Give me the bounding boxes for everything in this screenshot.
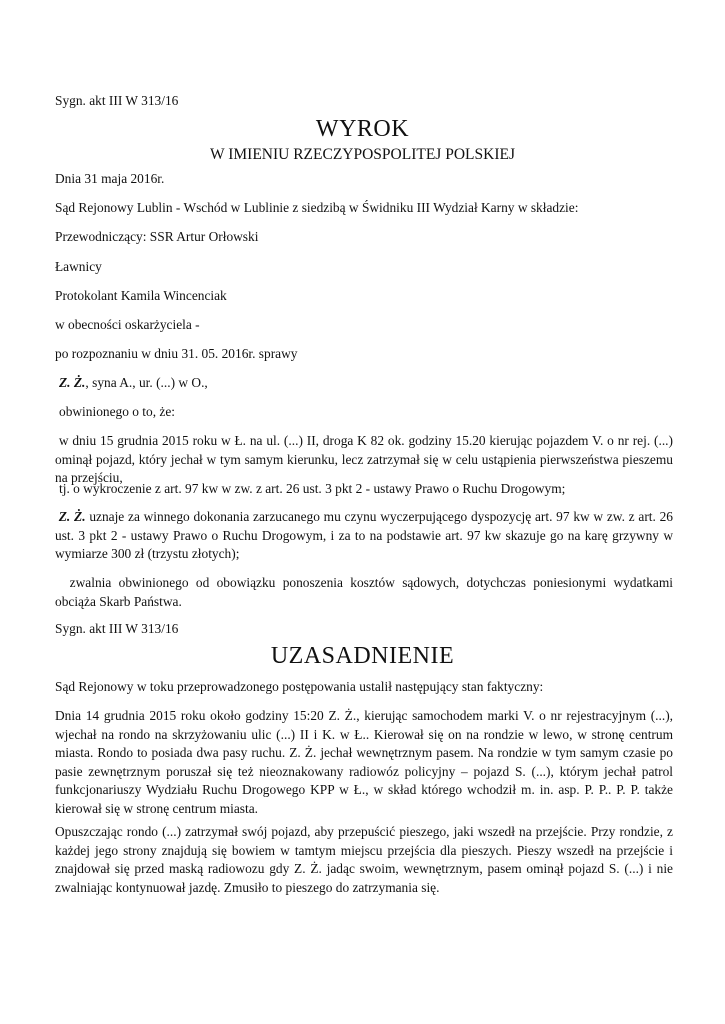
lay-judges: Ławnicy (55, 259, 102, 274)
court-recorder: Protokolant Kamila Wincenciak (55, 288, 227, 303)
charged-line: obwinionego o to, że: (59, 404, 176, 419)
ruling-accused-name: Z. Ż. (58, 509, 86, 524)
verdict-title: WYROK (315, 116, 410, 142)
verdict-date: Dnia 31 maja 2016r. (55, 171, 165, 186)
justification-intro: Sąd Rejonowy w toku przeprowadzonego postępowania ustalił następujący stan faktyczny: (55, 679, 544, 694)
hearing-line: po rozpoznaniu w dniu 31. 05. 2016r. sprawy (55, 346, 298, 361)
offence-line: tj. o wykroczenie z art. 97 kw w zw. z art. 26 ust. 3 pkt 2 - ustawy Prawo o Ruchu Drogowym; (59, 481, 566, 496)
accused-name: Z. Ż. (59, 375, 86, 390)
justification-paragraph-1: Dnia 14 grudnia 2015 roku około godziny 15:20 Z. Ż., kierując samochodem marki V. o nr rejestracyjnym (...), wjechał na rondo na skrzyżowaniu ulic (...) II i K. w Ł.. Kierował się on na rondzie w lewo, w stronę centrum miasta. Rondo to posiada dwa pasy ruchu. Z. Ż. jechał wewnętrznym pasem. Na rondzie w tym samym czasie po pasie zewnętrznym poruszał się też nieoznakowany radiowóz policyjny – pojazd S. (...), którym jechał patrol funkcjonariuszy Wydziału Ruchu Drogowego KPP w Ł., w skład którego wchodził m. in. asp. P. P.. P. P. także kierował się w stronę centrum miasta. (55, 708, 673, 816)
accused-details: , syna A., ur. (...) w O., (85, 375, 208, 390)
ruling-paragraph (55, 508, 673, 564)
charge-text: w dniu 15 grudnia 2015 roku w Ł. na ul. (...) II, droga K 82 ok. godziny 15.20 kierując pojazdem V. o nr rej. (...) ominął pojazd, który jechał w tym samym kierunku, lecz zatrzymał się w celu ustąpienia pierwszeństwa pieszemu na przejściu, (55, 433, 673, 486)
justification-paragraph-2: Opuszczając rondo (...) zatrzymał swój pojazd, aby przepuścić pieszego, jaki wszedł na przejście. Przy rondzie, z każdej jego strony znajdują się bowiem w tamtym miejscu przejścia dla pieszych. Pieszy wszedł na przejście i znajdował się przed maską radiowozu gdy Z. Ż. jadąc swoim, wewnętrznym, pasem ominął pojazd S. (...) i nie zwalniając kontynuował jazdę. Zmusiło to pieszego do zatrzymania się. (55, 824, 673, 895)
accused-line (59, 374, 208, 393)
justification-title: UZASADNIENIE (270, 643, 455, 669)
case-signature-justification: Sygn. akt III W 313/16 (55, 621, 179, 636)
prosecutor-line: w obecności oskarżyciela - (55, 317, 200, 332)
verdict-subtitle: W IMIENIU RZECZYPOSPOLITEJ POLSKIEJ (210, 146, 515, 163)
costs-paragraph (55, 574, 673, 611)
ruling-text: uznaje za winnego dokonania zarzucanego mu czynu wyczerpującego dyspozycję art. 97 kw w zw. z art. 26 ust. 3 pkt 2 - ustawy Prawo o Ruchu Drogowym, i za to na podstawie art. 97 kw skazuje go na karę grzywny w wymiarze 300 zł (trzystu złotych); (55, 509, 673, 562)
presiding-judge: Przewodniczący: SSR Artur Orłowski (55, 229, 259, 244)
case-signature-top: Sygn. akt III W 313/16 (55, 93, 179, 108)
court-composition: Sąd Rejonowy Lublin - Wschód w Lublinie z siedzibą w Świdniku III Wydział Karny w składzie: (55, 200, 579, 215)
costs-text: zwalnia obwinionego od obowiązku ponoszenia kosztów sądowych, dotychczas poniesionymi wydatkami obciąża Skarb Państwa. (55, 575, 673, 609)
